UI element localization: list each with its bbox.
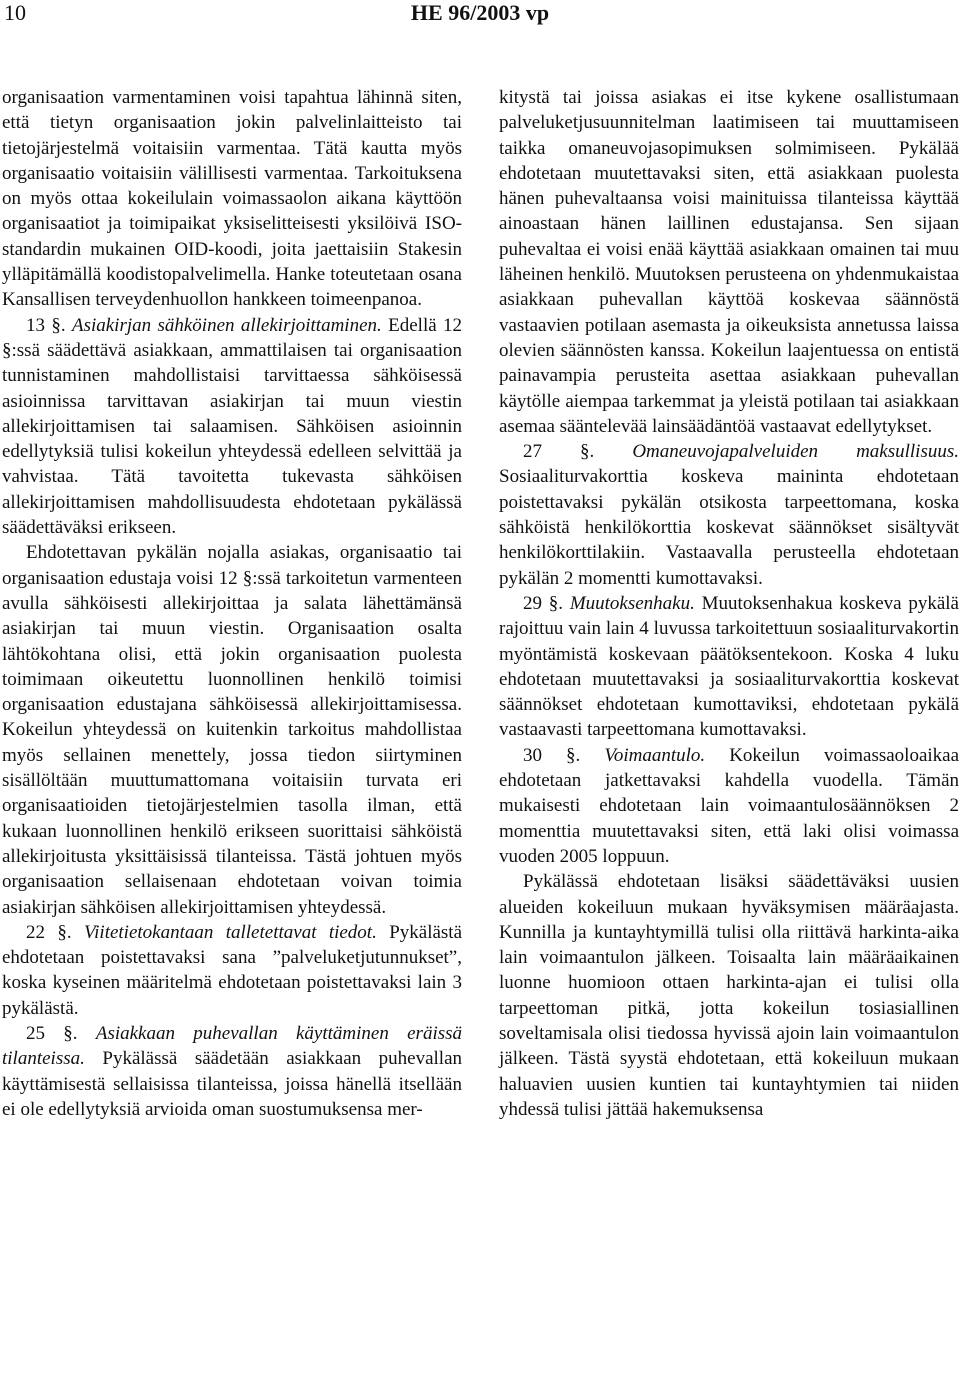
right-column: [499, 85, 959, 1122]
section-title: Asiakkaan puhevallan käyttäminen eräissä tilanteissa.: [2, 1022, 463, 1070]
section-title: Voimaantulo.: [604, 744, 706, 766]
section-text: Kokeilun voimassaoloaikaa ehdotetaan jatkettavaksi kahdella vuodella. Tämän mukaisesti ehdotetaan lain voimaantulosäännöksen 2 momenttia muutettavaksi siten, että laki olisi voimassa vuoden 2005 loppuun.: [499, 744, 960, 867]
section-text: Muutoksenhakua koskeva pykälä rajoittuu vain lain 4 luvussa tarkoitettuun sosiaaliturvakortin myöntämistä koskevaan päätöksentekoon. Koska 4 luku ehdotetaan muutettavaksi ja sosiaaliturvakorttia koskevat säännökset ehdotetaan kumottaviksi, ehdotetaan pykälä vastaavasti tarpeettomana kumottavaksi.: [499, 592, 959, 741]
paragraph: [499, 869, 959, 1122]
paragraph-text: organisaation varmentaminen voisi tapahtua lähinnä siten, että tietyn organisaation jokin palvelinlaitteisto tai tietojärjestelmä voitaisiin varmentaa. Tätä kautta myös organisaatio voitaisiin välillisesti varmentaa. Tarkoituksena on myös ottaa kokeilulain voimassaolon aikana käyttöön organisaatiot ja toimipaikat yksiselitteisesti yksilöivä ISO-standardin mukainen OID-koodi, joita jaettaisiin Stakesin ylläpitämällä koodistopalvelimella. Hanke toteutetaan osana Kansallisen terveydenhuollon hankkeen toimeenpanoa.: [2, 87, 462, 311]
page-number: 10: [4, 0, 26, 25]
section-title: Asiakirjan sähköinen allekirjoittaminen.: [71, 314, 382, 336]
paragraph-text: Pykälässä ehdotetaan lisäksi säädettäväksi uusien alueiden kokeiluun mukaan hyväksymisen määräajasta. Kunnilla ja kuntayhtymillä tulisi olla riittävä harkinta-aika lain voimaantulon jälkeen. Toisaalta lain määräaikainen luonne huomioon ottaen harkinta-ajan ei tulisi olla tarpeettoman pitkä, jotta kokeilun tosiasiallinen soveltamisala olisi tiedossa hyvissä ajoin lain voimaantulon jälkeen. Tästä syystä ehdotetaan, että kokeiluun mukaan haluavien uusien kuntien tai kuntayhtymien tai niiden yhdessä tulisi jättää hakemuksensa: [499, 871, 959, 1120]
section-number: 22 §.: [26, 921, 72, 943]
section-paragraph: [499, 743, 959, 869]
section-title: Omaneuvojapalveluiden maksullisuus.: [632, 441, 959, 463]
section-number: 29 §.: [523, 592, 564, 614]
section-title: Viitetietokantaan talletettavat tiedot.: [83, 921, 377, 943]
section-text: Pykälästä ehdotetaan poistettavaksi sana ”palveluketjutunnukset”, koska kyseinen määritelmä ehdotetaan poistettavaksi lain 3 pykälästä.: [2, 921, 463, 1019]
paragraph-text: kitystä tai joissa asiakas ei itse kykene osallistumaan palveluketjusuunnitelman laatimiseen tai muuttamiseen taikka omaneuvojasopimuksen solmimiseen. Pykälää ehdotetaan muutettavaksi siten, että asiakkaan puolesta hänen puhevaltaansa voisi mainituissa tilanteissa käyttää ainoastaan hänen laillinen edustajansa. Sen sijaan puhevaltaa ei voisi enää käyttää asiakkaan omainen tai muu läheinen henkilö. Muutoksen perusteena on yhdenmukaistaa asiakkaan puhevallan käyttöä koskevaa säännöstä vastaavien potilaan asemasta ja oikeuksista annetussa laissa olevien säännösten kanssa. Kokeilun laajentuessa on entistä painavampia perusteita asettaa asiakkaan puhevallan käytölle aiempaa tarkemmat ja yleistä potilaan tai asiakkaan asemaa sääntelevää lainsäädäntöä vastaavat edellytykset.: [499, 87, 959, 437]
paragraph: [499, 85, 959, 439]
section-text: Edellä 12 §:ssä säädettävä asiakkaan, ammattilaisen tai organisaation tunnistaminen mahdollistaisi tarvittaessa sähköisessä asioinnissa tarvittavan asiakirjan tai muun viestin allekirjoittamisen tai salaamisen. Sähköisen asioinnin edellytyksiä tulisi kokeilun yhteydessä edelleen selvittää ja vahvistaa. Tätä tavoitetta tukevasta sähköisen allekirjoittamisen mahdollisuudesta ehdotetaan pykälässä säädettäväksi erikseen.: [2, 314, 463, 539]
paragraph-text: Ehdotettavan pykälän nojalla asiakas, organisaatio tai organisaation edustaja voisi 12 §:ssä tarkoitetun varmenteen avulla sähköisesti allekirjoittaa ja salata lähettämänsä asiakirjan tai muun viestin. Organisaation osalta lähtökohtana olisi, että jokin organisaation puolesta toimimaan oikeutettu luonnollinen henkilö toimisi organisaation edustajana sähköisessä allekirjoittamisessa. Kokeilun yhteydessä on kuitenkin tarkoitus mahdollistaa myös sellainen menettely, jossa tiedon siirtyminen sisällöltään muuttumattomana voitaisiin turvata eri organisaatioiden tietojärjestelmien tasolla ilman, että kukaan luonnollinen henkilö erikseen suorittaisi sähköistä allekirjoitusta yksittäisissä tilanteissa. Tästä johtuen myös organisaation sellaisenaan ehdotetaan voivan toimia asiakirjan sähköisen allekirjoittamisen yhteydessä.: [2, 542, 462, 918]
section-text: Sosiaaliturvakorttia koskeva maininta ehdotetaan poistettavaksi pykälän otsikosta tarpeettomana, koska sähköistä henkilökorttia koskevat säännökset sisältyvät henkilökorttilakiin. Vastaavalla perusteella ehdotetaan pykälän 2 momentti kumottavaksi.: [499, 466, 959, 589]
section-paragraph: [499, 439, 959, 591]
section-number: 25 §.: [26, 1022, 78, 1044]
section-number: 30 §.: [523, 744, 581, 766]
section-number: 13 §.: [26, 314, 66, 336]
section-paragraph: [2, 920, 462, 1021]
left-column: [2, 85, 462, 1122]
section-paragraph: [2, 1021, 462, 1122]
section-paragraph: [2, 313, 462, 541]
section-paragraph: [499, 591, 959, 743]
section-text: Pykälässä säädetään asiakkaan puhevallan käyttämisestä sellaisissa tilanteissa, joissa hänellä itsellään ei ole edellytyksiä arvioida oman suostumuksensa mer-: [2, 1048, 462, 1120]
paragraph: [2, 85, 462, 313]
section-number: 27 §.: [523, 441, 595, 463]
section-title: Muutoksenhaku.: [569, 592, 695, 614]
document-id: HE 96/2003 vp: [410, 0, 550, 25]
paragraph: [2, 540, 462, 919]
